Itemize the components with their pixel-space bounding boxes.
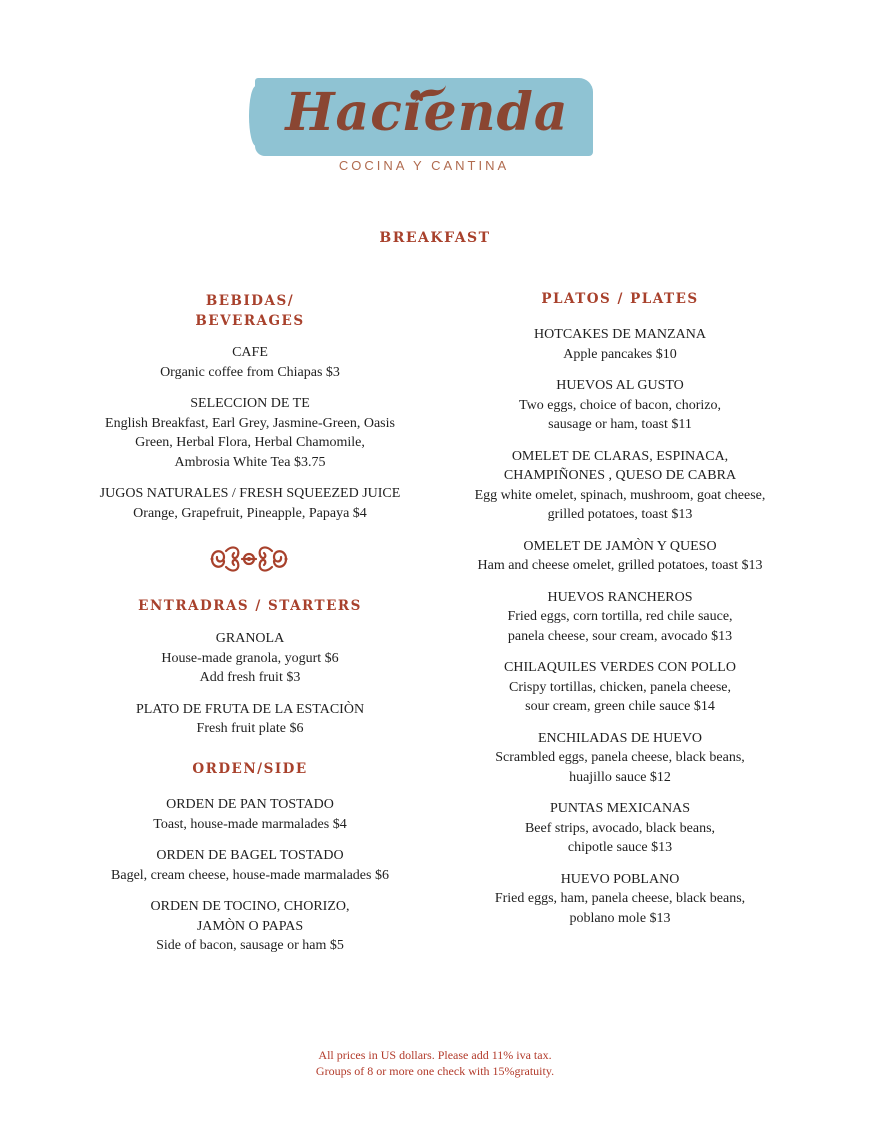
menu-item xyxy=(60,343,440,382)
menu-item-name: HUEVO POBLANO xyxy=(560,871,680,887)
menu-item xyxy=(440,799,800,858)
section-title-plates: PLATOS / PLATES xyxy=(541,291,699,307)
menu-item-name: SELECCION DE TE xyxy=(190,396,310,411)
logo-wordmark: Hacienda xyxy=(285,82,569,143)
menu-item xyxy=(440,588,800,647)
menu-item-name: CAFE xyxy=(232,345,268,360)
menu-item-description: Green, Herbal Flora, Herbal Chamomile, xyxy=(135,435,365,450)
menu-item-description: Beef strips, avocado, black beans, xyxy=(524,820,716,836)
menu-item-name: HUEVOS AL GUSTO xyxy=(556,378,684,393)
menu-item xyxy=(440,376,800,435)
footnote-gratuity: Groups of 8 or more one check with 15%gratuity. xyxy=(315,1064,555,1078)
starters-list xyxy=(60,629,440,751)
menu-item-name: HUEVOS RANCHEROS xyxy=(547,589,693,605)
menu-item-description: Organic coffee from Chiapas $3 xyxy=(160,364,340,380)
menu-item-description: Apple pancakes $10 xyxy=(563,346,677,362)
plates-list xyxy=(440,325,800,940)
menu-item-description: panela cheese, sour cream, avocado $13 xyxy=(507,628,733,644)
menu-item xyxy=(60,795,440,834)
menu-item xyxy=(440,729,800,788)
side-list xyxy=(60,795,440,968)
menu-item-name-line2: CHAMPIÑONES , QUESO DE CABRA xyxy=(503,468,737,483)
beverages-title-line2: BEVERAGES xyxy=(195,313,305,329)
menu-item-description: English Breakfast, Earl Grey, Jasmine-Green, Oasis xyxy=(105,415,395,431)
menu-item xyxy=(440,325,800,364)
menu-item xyxy=(440,658,800,717)
menu-item-description: Scrambled eggs, panela cheese, black beans, xyxy=(495,750,745,765)
menu-item xyxy=(440,447,800,525)
menu-item-description: huajillo sauce $12 xyxy=(569,769,671,785)
menu-item xyxy=(60,897,440,956)
menu-item-description: Ambrosia White Tea $3.75 xyxy=(174,454,326,470)
menu-item-description: Egg white omelet, spinach, mushroom, goat cheese, xyxy=(474,487,766,503)
menu-item-description: Side of bacon, sausage or ham $5 xyxy=(156,938,344,953)
menu-item-description: Ham and cheese omelet, grilled potatoes, toast $13 xyxy=(477,558,763,573)
menu-item xyxy=(60,846,440,885)
menu-item-name: PLATO DE FRUTA DE LA ESTACIÒN xyxy=(135,701,365,717)
menu-item-name: OMELET DE CLARAS, ESPINACA, xyxy=(511,448,729,464)
menu-item-name: ORDEN DE BAGEL TOSTADO xyxy=(156,848,344,863)
beverages-list xyxy=(60,343,440,535)
menu-item-description: House-made granola, yogurt $6 xyxy=(161,650,339,666)
menu-item-name: JUGOS NATURALES / FRESH SQUEEZED JUICE xyxy=(99,486,401,501)
menu-item-description: Fried eggs, corn tortilla, red chile sauce, xyxy=(507,609,733,624)
menu-item-description: Fresh fruit plate $6 xyxy=(196,721,304,736)
menu-item-description: grilled potatoes, toast $13 xyxy=(547,507,693,522)
menu-item xyxy=(440,537,800,576)
menu-item-name: CHILAQUILES VERDES CON POLLO xyxy=(504,660,736,675)
menu-item-name-line2: JAMÒN O PAPAS xyxy=(196,918,304,934)
section-title-beverages xyxy=(150,291,350,331)
menu-item-description: poblano mole $13 xyxy=(569,910,671,926)
menu-item-name: HOTCAKES DE MANZANA xyxy=(534,327,706,342)
menu-item-description: Crispy tortillas, chicken, panela cheese, xyxy=(509,679,731,695)
menu-item-name: PUNTAS MEXICANAS xyxy=(549,801,691,816)
menu-item xyxy=(60,484,440,523)
menu-item-description: chipotle sauce $13 xyxy=(567,840,673,855)
menu-item-description: Two eggs, choice of bacon, chorizo, xyxy=(519,397,721,413)
menu-item-name: ORDEN DE PAN TOSTADO xyxy=(166,797,334,812)
footnote-tax: All prices in US dollars. Please add 11% iva tax. xyxy=(318,1048,552,1062)
menu-item-description: sausage or ham, toast $11 xyxy=(548,417,692,432)
menu-item-name: ORDEN DE TOCINO, CHORIZO, xyxy=(150,899,350,914)
hacienda-logo xyxy=(255,78,593,178)
beverages-title-line1: BEBIDAS/ xyxy=(205,293,295,309)
menu-item xyxy=(440,870,800,929)
section-title-side: ORDEN/SIDE xyxy=(192,761,308,777)
logo-tagline: COCINA Y CANTINA xyxy=(338,158,510,173)
menu-item xyxy=(60,700,440,739)
menu-title: BREAKFAST xyxy=(379,230,491,246)
menu-item-description: Orange, Grapefruit, Pineapple, Papaya $4 xyxy=(133,505,367,521)
menu-item-description: Bagel, cream cheese, house-made marmalades $6 xyxy=(111,867,389,883)
decorative-scroll-ornament xyxy=(208,543,290,575)
menu-item-description: sour cream, green chile sauce $14 xyxy=(525,699,715,714)
menu-item-name: GRANOLA xyxy=(215,631,285,646)
menu-item xyxy=(60,629,440,688)
menu-item-name: OMELET DE JAMÒN Y QUESO xyxy=(523,538,717,554)
menu-item-name: ENCHILADAS DE HUEVO xyxy=(537,730,703,746)
menu-item xyxy=(60,394,440,472)
section-title-starters: ENTRADRAS / STARTERS xyxy=(138,598,362,614)
menu-item-description: Add fresh fruit $3 xyxy=(199,670,301,685)
menu-item-description: Toast, house-made marmalades $4 xyxy=(153,816,347,832)
menu-item-description: Fried eggs, ham, panela cheese, black beans, xyxy=(494,891,746,906)
price-footnote xyxy=(200,1047,670,1079)
